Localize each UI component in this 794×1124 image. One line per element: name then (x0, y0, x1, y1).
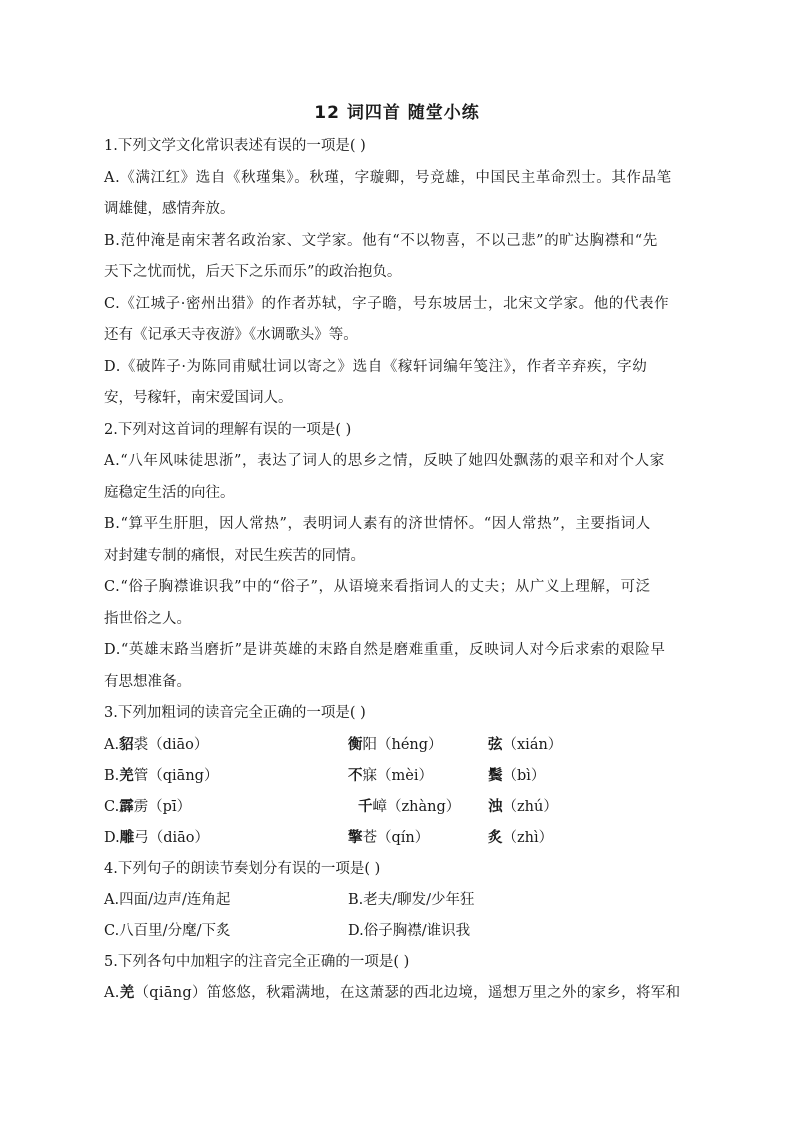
q4-option-c: C.八百里/分麾/下炙 (104, 923, 231, 939)
pinyin-text: 苍（qín） (362, 830, 430, 846)
q2-option-a-line2: 庭稳定生活的向往。 (104, 485, 235, 501)
q3-option-b-col2 (348, 766, 433, 786)
q1-option-b-line1: B.范仲淹是南宋著名政治家、文学家。他有“不以物喜，不以己悲”的旷达胸襟和“先 (104, 233, 658, 249)
pinyin-text: 阳（héng） (362, 737, 443, 753)
option-letter: D. (104, 830, 120, 846)
q1-stem: 1.下列文学文化常识表述有误的一项是( ) (104, 138, 366, 154)
q2-option-a-line1: A.“八年风味徒思浙”，表达了词人的思乡之情，反映了她四处飘荡的艰辛和对个人家 (104, 453, 665, 469)
q2-option-d-line2: 有思想准备。 (104, 674, 191, 690)
q3-option-c-col2 (358, 797, 460, 817)
option-letter: A. (104, 985, 120, 1001)
q3-option-a-col2 (348, 735, 443, 755)
pinyin-text: （zhì） (502, 830, 554, 846)
q1-option-a-line1: A.《满江红》选自《秋瑾集》。秋瑾，字璇卿，号竞雄，中国民主革命烈士。其作品笔 (104, 170, 672, 186)
bold-char: 炙 (488, 829, 503, 846)
option-text: （qiāng）笛悠悠，秋霜满地，在这萧瑟的西北边境，遥想万里之外的家乡，将军和 (134, 985, 681, 1001)
pinyin-text: （zhú） (502, 799, 558, 815)
q3-option-d-col3 (488, 828, 553, 848)
q3-option-a-col3 (488, 735, 562, 755)
pinyin-text: 雳（pī） (133, 799, 192, 815)
q1-option-a-line2: 调雄健，感情奔放。 (104, 201, 235, 217)
pinyin-text: 嶂（zhàng） (372, 799, 461, 815)
pinyin-text: 弓（diāo） (134, 830, 210, 846)
q4-option-b: B.老夫/聊发/少年狂 (348, 892, 475, 908)
bold-char: 貂 (119, 736, 134, 753)
bold-char: 浊 (488, 798, 503, 815)
q3-option-d-col2 (348, 828, 429, 848)
q1-option-b-line2: 天下之忧而忧，后天下之乐而乐”的政治抱负。 (104, 264, 402, 280)
bold-char: 衡 (348, 736, 363, 753)
q2-stem: 2.下列对这首词的理解有误的一项是( ) (104, 422, 352, 438)
pinyin-text: （xián） (502, 737, 563, 753)
q2-option-b-line1: B.“算平生肝胆，因人常热”，表明词人素有的济世情怀。“因人常热”，主要指词人 (104, 516, 651, 532)
pinyin-text: 裘（diāo） (133, 737, 209, 753)
q5-stem: 5.下列各句中加粗字的注音完全正确的一项是( ) (104, 954, 410, 970)
bold-char: 弦 (488, 736, 503, 753)
option-letter: B. (104, 768, 120, 784)
q1-option-c-line2: 还有《记承天寺夜游》《水调歌头》等。 (104, 327, 358, 343)
bold-char: 羌 (119, 767, 134, 784)
q5-option-a (104, 983, 680, 1003)
q3-option-d-col1 (104, 828, 209, 848)
q1-option-d-line1: D.《破阵子·为陈同甫赋壮词以寄之》选自《稼轩词编年笺注》，作者辛弃疾，字幼 (104, 359, 648, 375)
bold-char: 霹 (119, 798, 134, 815)
bold-char: 鬓 (488, 767, 503, 784)
q2-option-d-line1: D.“英雄末路当磨折”是讲英雄的末路自然是磨难重重，反映词人对今后求索的艰险早 (104, 642, 666, 658)
q3-option-b-col3 (488, 766, 545, 786)
q1-option-d-line2: 安，号稼轩，南宋爱国词人。 (104, 390, 293, 406)
bold-char: 雕 (119, 829, 135, 846)
option-letter: C. (104, 799, 120, 815)
q3-stem: 3.下列加粗词的读音完全正确的一项是( ) (104, 705, 366, 721)
q2-option-c-line1: C.“俗子胸襟谁识我”中的“俗子”，从语境来看指词人的丈夫；从广义上理解，可泛 (104, 579, 651, 595)
page-title: 12 词四首 随堂小练 (314, 103, 480, 123)
pinyin-text: 寐（mèi） (362, 768, 433, 784)
q3-option-a-col1 (104, 735, 208, 755)
option-letter: A. (104, 737, 120, 753)
bold-char: 不 (348, 767, 363, 784)
bold-char: 擎 (348, 829, 363, 846)
pinyin-text: 管（qiāng） (133, 768, 219, 784)
q2-option-c-line2: 指世俗之人。 (104, 611, 191, 627)
bold-char: 千 (358, 798, 373, 815)
q4-stem: 4.下列句子的朗读节奏划分有误的一项是( ) (104, 861, 381, 877)
q4-option-d: D.俗子胸襟/谁识我 (348, 923, 471, 939)
q3-option-b-col1 (104, 766, 218, 786)
q3-option-c-col1 (104, 797, 191, 817)
q3-option-c-col3 (488, 797, 558, 817)
q4-option-a: A.四面/边声/连角起 (104, 892, 231, 908)
q1-option-c-line1: C.《江城子·密州出猎》的作者苏轼，字子瞻，号东坡居士，北宋文学家。他的代表作 (104, 296, 670, 312)
pinyin-text: （bì） (502, 768, 546, 784)
q2-option-b-line2: 对封建专制的痛恨，对民生疾苦的同情。 (104, 548, 365, 564)
bold-char: 羌 (119, 984, 135, 1001)
